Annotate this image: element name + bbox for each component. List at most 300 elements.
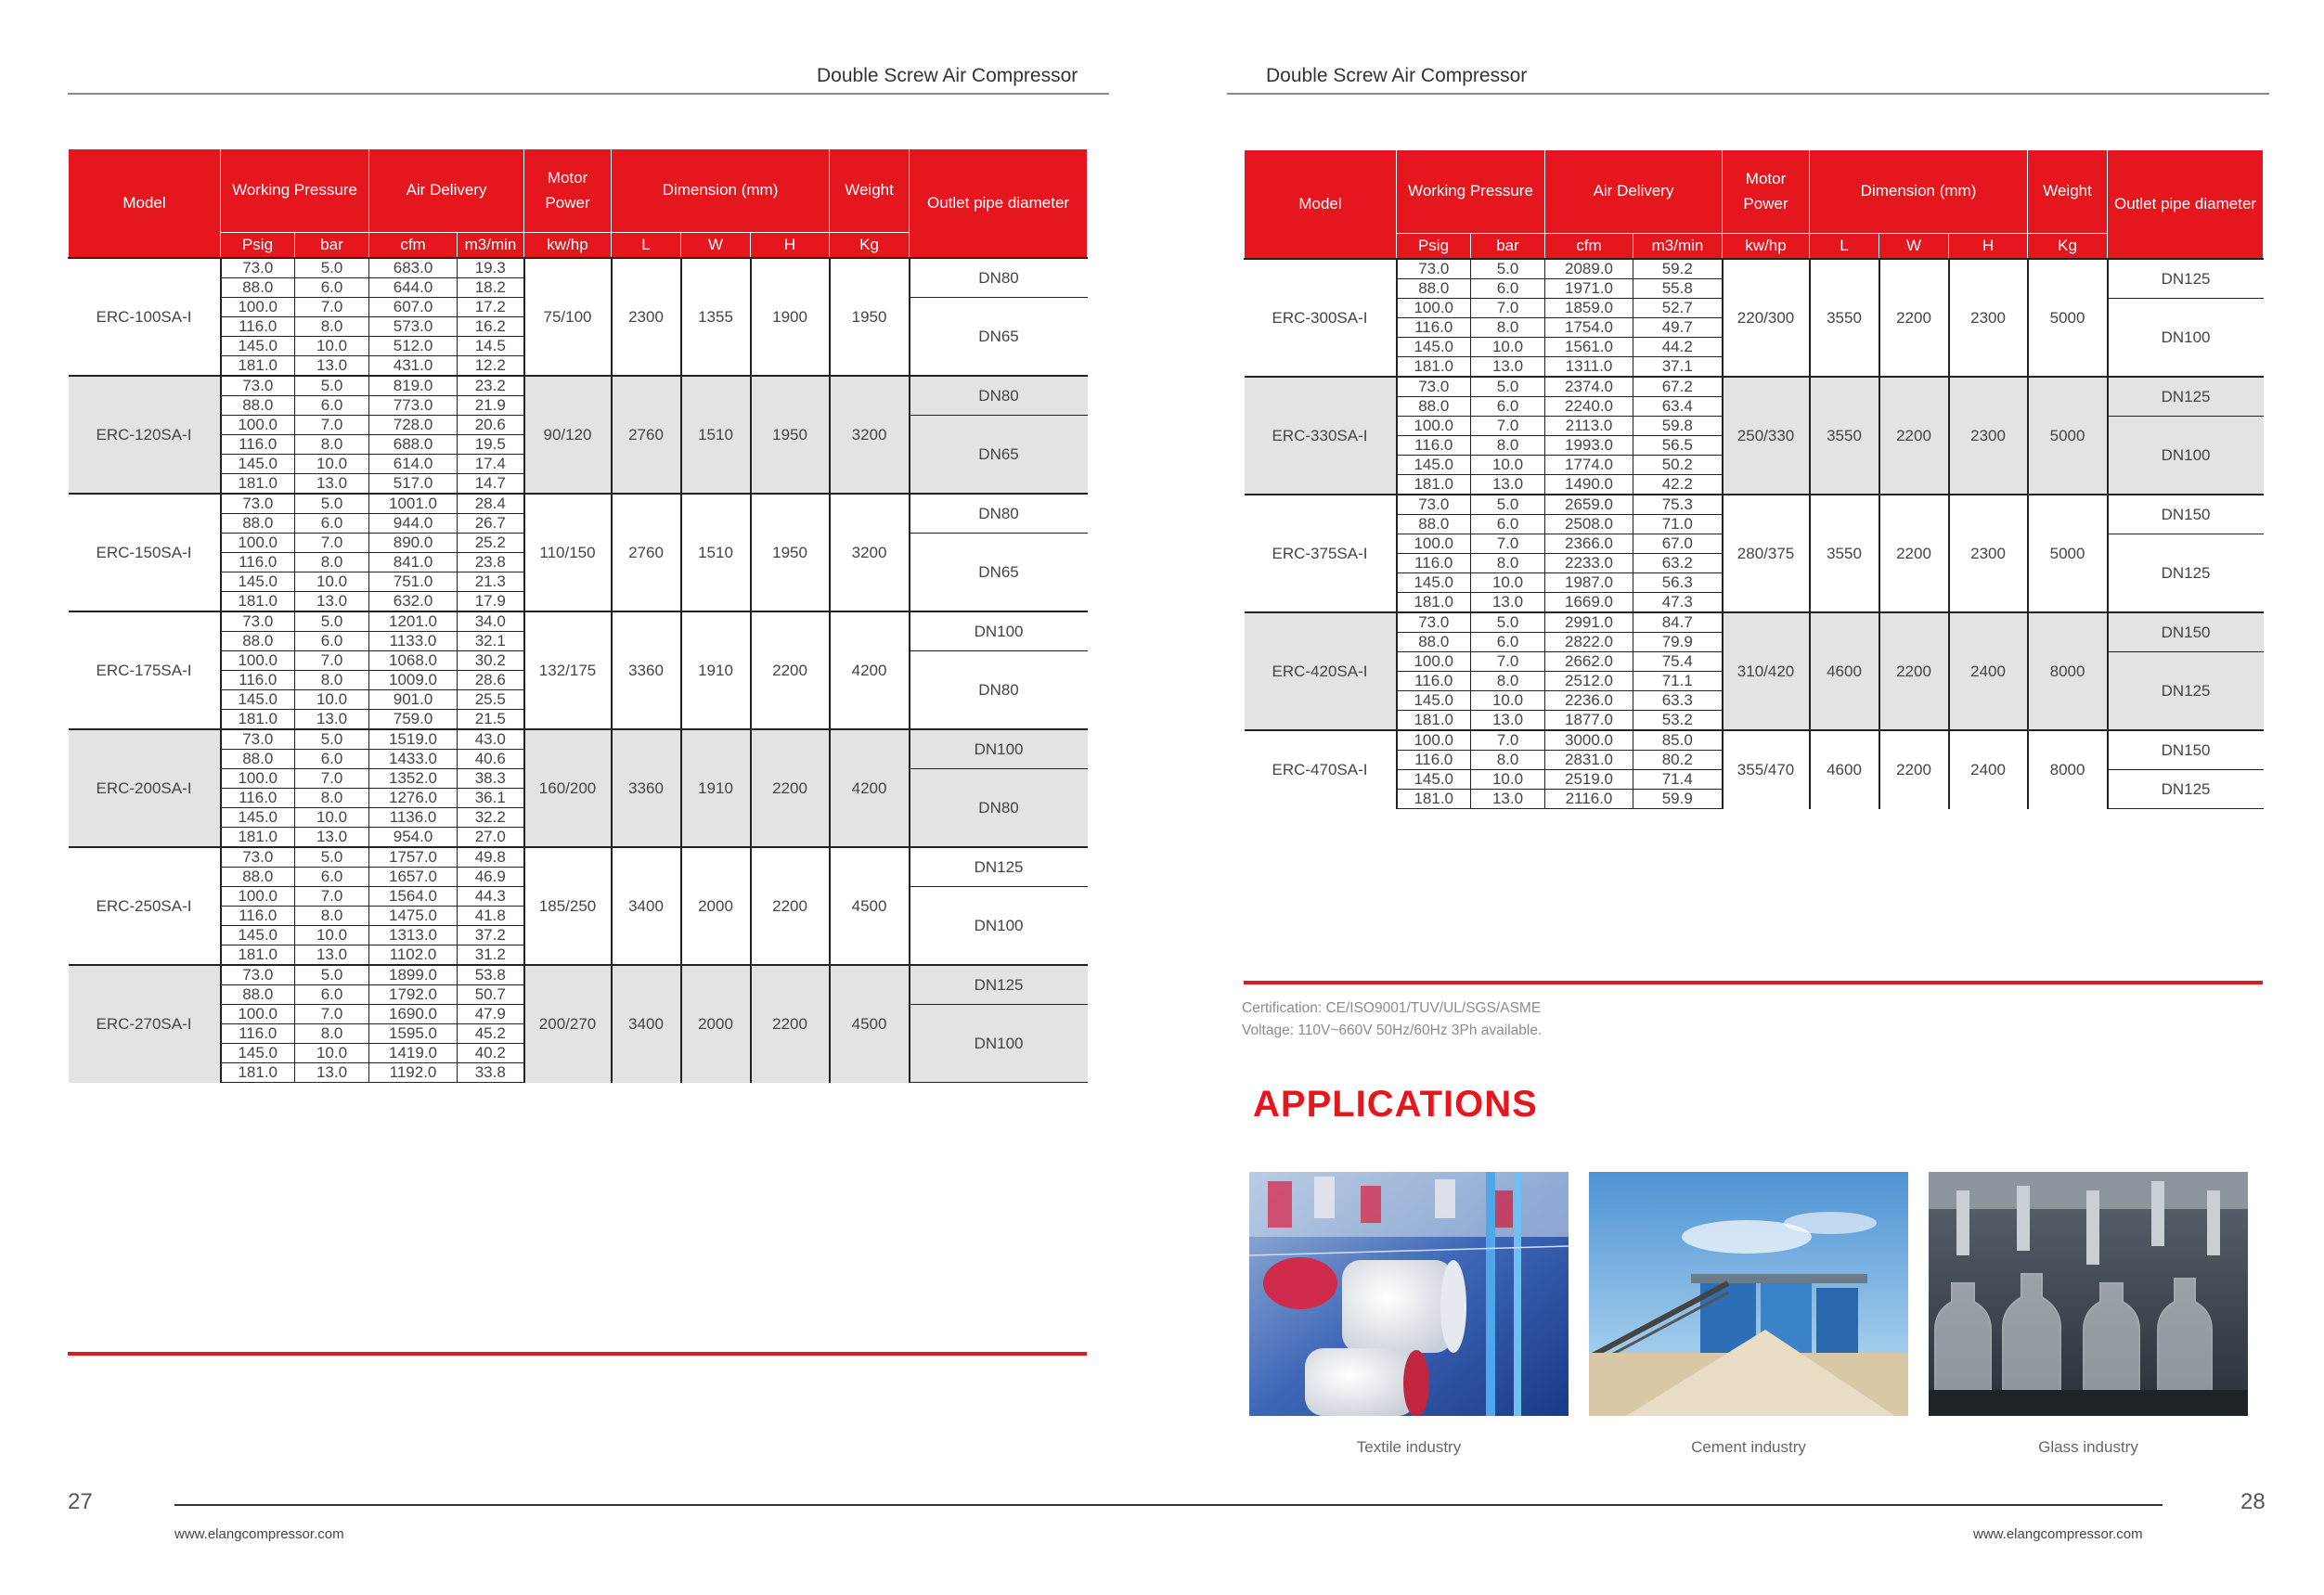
length-cell: 2760: [612, 494, 681, 611]
cfm-cell: 1192.0: [369, 1063, 458, 1083]
dimension-header: Dimension (mm): [612, 149, 830, 233]
outlet-cell: DN100: [2108, 417, 2264, 495]
m3min-cell: 63.4: [1633, 397, 1723, 417]
cfm-cell: 1475.0: [369, 907, 458, 926]
m3min-cell: 49.7: [1633, 318, 1723, 338]
psig-cell: 100.0: [221, 651, 295, 671]
psig-cell: 73.0: [1397, 612, 1471, 633]
width-cell: 1910: [681, 729, 751, 847]
m3min-cell: 53.8: [458, 965, 524, 985]
psig-cell: 73.0: [221, 376, 295, 396]
bar-cell: 6.0: [295, 750, 369, 769]
motor-cell: 310/420: [1723, 612, 1810, 730]
weight-cell: 5000: [2028, 259, 2108, 377]
bar-cell: 6.0: [295, 985, 369, 1005]
bar-cell: 8.0: [295, 317, 369, 337]
cfm-cell: 1987.0: [1545, 573, 1633, 593]
right-header-line: [1227, 93, 2269, 95]
psig-cell: 88.0: [221, 396, 295, 416]
length-cell: 3550: [1810, 495, 1879, 612]
outlet-cell: DN125: [2108, 652, 2264, 731]
cfm-cell: 2113.0: [1545, 417, 1633, 436]
table-row: [69, 611, 1088, 632]
height-cell: 2200: [751, 729, 830, 847]
m3min-cell: 71.4: [1633, 770, 1723, 790]
width-cell: 2200: [1879, 259, 1949, 377]
cfm-cell: 2240.0: [1545, 397, 1633, 417]
m3min-cell: 71.0: [1633, 515, 1723, 534]
psig-cell: 88.0: [221, 278, 295, 298]
m3min-cell: 47.9: [458, 1005, 524, 1024]
footer-line: [174, 1504, 2163, 1506]
working-pressure-header: Working Pressure: [1397, 150, 1545, 234]
height-cell: 1900: [751, 258, 830, 376]
bar-cell: 10.0: [295, 1044, 369, 1063]
psig-cell: 116.0: [221, 317, 295, 337]
bar-cell: 13.0: [295, 592, 369, 612]
m3min-cell: 16.2: [458, 317, 524, 337]
cfm-cell: 607.0: [369, 298, 458, 317]
psig-cell: 181.0: [1397, 357, 1471, 378]
bar-cell: 8.0: [1471, 554, 1545, 573]
psig-cell: 181.0: [221, 356, 295, 377]
bar-cell: 8.0: [295, 907, 369, 926]
motor-cell: 75/100: [524, 258, 612, 376]
height-cell: 1950: [751, 376, 830, 494]
outlet-cell: DN100: [910, 1005, 1088, 1083]
length-header: L: [1810, 234, 1879, 260]
cfm-cell: 1564.0: [369, 887, 458, 907]
cfm-cell: 1490.0: [1545, 475, 1633, 495]
width-cell: 2000: [681, 847, 751, 965]
left-table-bottom-rule: [68, 1352, 1087, 1356]
glass-industry-photo: [1929, 1172, 2248, 1416]
height-cell: 2200: [751, 847, 830, 965]
left-spec-table: [68, 148, 1088, 1083]
cfm-cell: 614.0: [369, 455, 458, 474]
bar-cell: 7.0: [1471, 730, 1545, 751]
m3min-cell: 28.4: [458, 494, 524, 514]
table-row: [69, 376, 1088, 396]
psig-cell: 73.0: [1397, 377, 1471, 397]
m3min-cell: 55.8: [1633, 279, 1723, 299]
m3min-cell: 56.5: [1633, 436, 1723, 456]
m3min-cell: 44.3: [458, 887, 524, 907]
m3min-cell: 40.2: [458, 1044, 524, 1063]
bar-cell: 5.0: [1471, 495, 1545, 515]
m3min-cell: 59.2: [1633, 259, 1723, 279]
psig-cell: 88.0: [1397, 515, 1471, 534]
cfm-cell: 1352.0: [369, 769, 458, 789]
bar-cell: 13.0: [295, 945, 369, 966]
m3min-cell: 67.2: [1633, 377, 1723, 397]
bar-cell: 5.0: [295, 847, 369, 868]
model-cell: ERC-200SA-I: [69, 729, 221, 847]
psig-cell: 100.0: [221, 887, 295, 907]
length-cell: 4600: [1810, 730, 1879, 809]
m3min-cell: 12.2: [458, 356, 524, 377]
bar-cell: 8.0: [295, 553, 369, 572]
cfm-cell: 2512.0: [1545, 672, 1633, 691]
psig-cell: 88.0: [221, 632, 295, 651]
table-row: [1245, 730, 2264, 751]
psig-cell: 73.0: [221, 258, 295, 278]
weight-cell: 3200: [830, 494, 910, 611]
model-group: [1245, 259, 2264, 377]
m3min-cell: 20.6: [458, 416, 524, 435]
psig-cell: 100.0: [221, 769, 295, 789]
weight-cell: 4500: [830, 847, 910, 965]
cfm-cell: 819.0: [369, 376, 458, 396]
bar-cell: 13.0: [1471, 593, 1545, 613]
bar-cell: 6.0: [295, 868, 369, 887]
psig-header: Psig: [221, 233, 295, 259]
psig-cell: 181.0: [1397, 790, 1471, 809]
bar-cell: 13.0: [1471, 790, 1545, 809]
bar-cell: 5.0: [295, 258, 369, 278]
model-cell: ERC-420SA-I: [1245, 612, 1397, 730]
m3min-cell: 80.2: [1633, 751, 1723, 770]
bar-cell: 8.0: [295, 1024, 369, 1044]
model-group: [69, 376, 1088, 494]
psig-cell: 116.0: [221, 789, 295, 808]
psig-cell: 181.0: [221, 828, 295, 848]
psig-cell: 145.0: [1397, 573, 1471, 593]
kg-header: Kg: [830, 233, 910, 259]
bar-cell: 10.0: [1471, 691, 1545, 711]
psig-cell: 145.0: [1397, 456, 1471, 475]
cfm-cell: 2991.0: [1545, 612, 1633, 633]
bar-cell: 7.0: [295, 298, 369, 317]
psig-cell: 145.0: [1397, 770, 1471, 790]
length-cell: 2300: [612, 258, 681, 376]
page-number-right: 28: [2240, 1489, 2266, 1514]
weight-cell: 4200: [830, 611, 910, 729]
m3min-cell: 49.8: [458, 847, 524, 868]
kg-header: Kg: [2028, 234, 2108, 260]
height-cell: 2400: [1949, 730, 2028, 809]
outlet-header: Outlet pipe diameter: [2108, 150, 2264, 260]
bar-cell: 5.0: [1471, 377, 1545, 397]
cfm-header: cfm: [369, 233, 458, 259]
table-row: [69, 494, 1088, 514]
outlet-cell: DN125: [2108, 534, 2264, 613]
weight-cell: 1950: [830, 258, 910, 376]
m3min-cell: 50.7: [458, 985, 524, 1005]
motor-cell: 185/250: [524, 847, 612, 965]
outlet-cell: DN100: [2108, 299, 2264, 378]
cement-caption: Cement industry: [1691, 1438, 1806, 1456]
page-number-left: 27: [68, 1489, 93, 1514]
height-cell: 2300: [1949, 495, 2028, 612]
m3min-cell: 75.4: [1633, 652, 1723, 672]
m3min-cell: 84.7: [1633, 612, 1723, 633]
psig-cell: 88.0: [1397, 633, 1471, 652]
model-cell: ERC-470SA-I: [1245, 730, 1397, 809]
model-cell: ERC-270SA-I: [69, 965, 221, 1083]
m3min-cell: 26.7: [458, 514, 524, 534]
bar-cell: 13.0: [295, 356, 369, 377]
m3min-cell: 36.1: [458, 789, 524, 808]
motor-cell: 160/200: [524, 729, 612, 847]
m3min-cell: 18.2: [458, 278, 524, 298]
model-group: [69, 611, 1088, 729]
motor-cell: 90/120: [524, 376, 612, 494]
bar-cell: 13.0: [295, 710, 369, 730]
bar-cell: 8.0: [1471, 751, 1545, 770]
bar-cell: 6.0: [1471, 633, 1545, 652]
psig-cell: 100.0: [1397, 299, 1471, 318]
bar-cell: 6.0: [295, 514, 369, 534]
model-cell: ERC-175SA-I: [69, 611, 221, 729]
model-group: [69, 729, 1088, 847]
bar-cell: 5.0: [1471, 259, 1545, 279]
width-cell: 1510: [681, 376, 751, 494]
bar-cell: 5.0: [295, 729, 369, 750]
table-row: [1245, 259, 2264, 279]
outlet-cell: DN65: [910, 416, 1088, 495]
cfm-cell: 1561.0: [1545, 338, 1633, 357]
bar-cell: 7.0: [1471, 417, 1545, 436]
m3min-cell: 34.0: [458, 611, 524, 632]
bar-cell: 6.0: [295, 396, 369, 416]
model-group: [1245, 495, 2264, 612]
outlet-cell: DN80: [910, 651, 1088, 730]
bar-cell: 6.0: [1471, 397, 1545, 417]
psig-cell: 100.0: [221, 298, 295, 317]
cfm-cell: 1311.0: [1545, 357, 1633, 378]
psig-cell: 73.0: [221, 494, 295, 514]
psig-cell: 88.0: [221, 985, 295, 1005]
cfm-cell: 944.0: [369, 514, 458, 534]
bar-cell: 7.0: [1471, 534, 1545, 554]
bar-cell: 6.0: [1471, 279, 1545, 299]
outlet-cell: DN80: [910, 376, 1088, 416]
psig-cell: 116.0: [221, 435, 295, 455]
m3min-cell: 56.3: [1633, 573, 1723, 593]
cfm-cell: 2659.0: [1545, 495, 1633, 515]
psig-cell: 88.0: [221, 868, 295, 887]
psig-cell: 73.0: [221, 611, 295, 632]
m3min-cell: 32.2: [458, 808, 524, 828]
bar-cell: 5.0: [295, 611, 369, 632]
bar-cell: 8.0: [295, 435, 369, 455]
psig-cell: 88.0: [1397, 279, 1471, 299]
length-cell: 3360: [612, 729, 681, 847]
bar-cell: 7.0: [295, 769, 369, 789]
cfm-cell: 1899.0: [369, 965, 458, 985]
m3min-cell: 50.2: [1633, 456, 1723, 475]
weight-cell: 8000: [2028, 612, 2108, 730]
psig-cell: 181.0: [221, 945, 295, 966]
height-cell: 2200: [751, 611, 830, 729]
cfm-cell: 1433.0: [369, 750, 458, 769]
m3min-cell: 41.8: [458, 907, 524, 926]
outlet-cell: DN80: [910, 494, 1088, 534]
cfm-cell: 683.0: [369, 258, 458, 278]
m3min-cell: 79.9: [1633, 633, 1723, 652]
bar-cell: 10.0: [295, 690, 369, 710]
model-group: [69, 494, 1088, 611]
cfm-cell: 954.0: [369, 828, 458, 848]
psig-cell: 100.0: [1397, 417, 1471, 436]
m3min-cell: 53.2: [1633, 711, 1723, 731]
cfm-cell: 2519.0: [1545, 770, 1633, 790]
m3min-header: m3/min: [458, 233, 524, 259]
m3min-cell: 67.0: [1633, 534, 1723, 554]
bar-cell: 6.0: [295, 278, 369, 298]
motor-cell: 200/270: [524, 965, 612, 1083]
bar-cell: 7.0: [295, 534, 369, 553]
outlet-header: Outlet pipe diameter: [910, 149, 1088, 259]
psig-cell: 145.0: [221, 926, 295, 945]
outlet-cell: DN150: [2108, 495, 2264, 534]
m3min-cell: 23.8: [458, 553, 524, 572]
cfm-cell: 1068.0: [369, 651, 458, 671]
bar-cell: 7.0: [295, 651, 369, 671]
right-header-title: Double Screw Air Compressor: [1266, 65, 1528, 86]
outlet-cell: DN80: [910, 769, 1088, 848]
psig-cell: 100.0: [1397, 534, 1471, 554]
psig-cell: 100.0: [1397, 730, 1471, 751]
width-cell: 1355: [681, 258, 751, 376]
psig-cell: 88.0: [221, 750, 295, 769]
model-cell: ERC-120SA-I: [69, 376, 221, 494]
height-cell: 2200: [751, 965, 830, 1083]
psig-header: Psig: [1397, 234, 1471, 260]
m3min-cell: 40.6: [458, 750, 524, 769]
psig-cell: 181.0: [221, 1063, 295, 1083]
weight-cell: 4500: [830, 965, 910, 1083]
width-header: W: [681, 233, 751, 259]
air-delivery-header: Air Delivery: [369, 149, 524, 233]
psig-cell: 145.0: [221, 690, 295, 710]
psig-cell: 100.0: [221, 534, 295, 553]
bar-cell: 10.0: [295, 455, 369, 474]
motor-power-header: Motor Power: [1723, 150, 1810, 234]
m3min-cell: 42.2: [1633, 475, 1723, 495]
motor-cell: 220/300: [1723, 259, 1810, 377]
length-cell: 3400: [612, 847, 681, 965]
m3min-cell: 25.5: [458, 690, 524, 710]
m3min-cell: 33.8: [458, 1063, 524, 1083]
psig-cell: 181.0: [221, 592, 295, 612]
cfm-cell: 431.0: [369, 356, 458, 377]
m3min-cell: 46.9: [458, 868, 524, 887]
textile-caption: Textile industry: [1356, 1438, 1462, 1456]
length-cell: 2760: [612, 376, 681, 494]
psig-cell: 88.0: [221, 514, 295, 534]
cfm-cell: 2508.0: [1545, 515, 1633, 534]
model-cell: ERC-150SA-I: [69, 494, 221, 611]
width-cell: 2000: [681, 965, 751, 1083]
psig-cell: 116.0: [221, 553, 295, 572]
bar-cell: 6.0: [1471, 515, 1545, 534]
table-row: [69, 965, 1088, 985]
applications-title: APPLICATIONS: [1253, 1084, 1538, 1125]
outlet-cell: DN65: [910, 534, 1088, 612]
cfm-cell: 2822.0: [1545, 633, 1633, 652]
psig-cell: 116.0: [1397, 318, 1471, 338]
outlet-cell: DN125: [910, 965, 1088, 1005]
m3min-cell: 17.2: [458, 298, 524, 317]
textile-industry-photo: [1249, 1172, 1569, 1416]
psig-cell: 145.0: [221, 572, 295, 592]
bar-cell: 7.0: [1471, 652, 1545, 672]
psig-cell: 181.0: [221, 710, 295, 730]
length-cell: 3550: [1810, 377, 1879, 495]
cfm-header: cfm: [1545, 234, 1633, 260]
weight-header: Weight: [2028, 150, 2108, 234]
psig-cell: 145.0: [1397, 691, 1471, 711]
model-group: [69, 965, 1088, 1083]
left-header-line: [68, 93, 1109, 95]
m3min-cell: 59.9: [1633, 790, 1723, 809]
m3min-cell: 47.3: [1633, 593, 1723, 613]
psig-cell: 116.0: [1397, 554, 1471, 573]
footer-url-left[interactable]: www.elangcompressor.com: [174, 1526, 344, 1542]
motor-cell: 355/470: [1723, 730, 1810, 809]
certification-note: Certification: CE/ISO9001/TUV/UL/SGS/ASME: [1242, 1000, 1542, 1016]
cfm-cell: 1201.0: [369, 611, 458, 632]
width-cell: 2200: [1879, 612, 1949, 730]
model-group: [1245, 612, 2264, 730]
length-cell: 4600: [1810, 612, 1879, 730]
cfm-cell: 2374.0: [1545, 377, 1633, 397]
m3min-cell: 27.0: [458, 828, 524, 848]
width-cell: 1910: [681, 611, 751, 729]
air-delivery-header: Air Delivery: [1545, 150, 1723, 234]
motor-cell: 280/375: [1723, 495, 1810, 612]
m3min-cell: 14.7: [458, 474, 524, 495]
cfm-cell: 1001.0: [369, 494, 458, 514]
psig-cell: 116.0: [221, 907, 295, 926]
height-cell: 1950: [751, 494, 830, 611]
model-cell: ERC-100SA-I: [69, 258, 221, 376]
bar-cell: 10.0: [295, 572, 369, 592]
m3min-cell: 28.6: [458, 671, 524, 690]
cfm-cell: 512.0: [369, 337, 458, 356]
outlet-cell: DN80: [910, 258, 1088, 298]
length-cell: 3400: [612, 965, 681, 1083]
bar-cell: 5.0: [1471, 612, 1545, 633]
weight-cell: 8000: [2028, 730, 2108, 809]
bar-cell: 13.0: [1471, 711, 1545, 731]
cfm-cell: 1595.0: [369, 1024, 458, 1044]
psig-cell: 100.0: [1397, 652, 1471, 672]
cfm-cell: 1657.0: [369, 868, 458, 887]
m3min-cell: 21.9: [458, 396, 524, 416]
cfm-cell: 1877.0: [1545, 711, 1633, 731]
bar-header: bar: [1471, 234, 1545, 260]
m3min-cell: 75.3: [1633, 495, 1723, 515]
psig-cell: 116.0: [221, 671, 295, 690]
footer-url-right[interactable]: www.elangcompressor.com: [1973, 1526, 2143, 1542]
psig-cell: 100.0: [221, 1005, 295, 1024]
cfm-cell: 644.0: [369, 278, 458, 298]
height-cell: 2300: [1949, 377, 2028, 495]
m3min-cell: 25.2: [458, 534, 524, 553]
cfm-cell: 3000.0: [1545, 730, 1633, 751]
bar-cell: 10.0: [295, 926, 369, 945]
bar-cell: 10.0: [1471, 770, 1545, 790]
bar-cell: 13.0: [1471, 475, 1545, 495]
m3min-cell: 63.3: [1633, 691, 1723, 711]
psig-cell: 145.0: [221, 808, 295, 828]
psig-cell: 116.0: [1397, 436, 1471, 456]
cfm-cell: 1754.0: [1545, 318, 1633, 338]
width-header: W: [1879, 234, 1949, 260]
